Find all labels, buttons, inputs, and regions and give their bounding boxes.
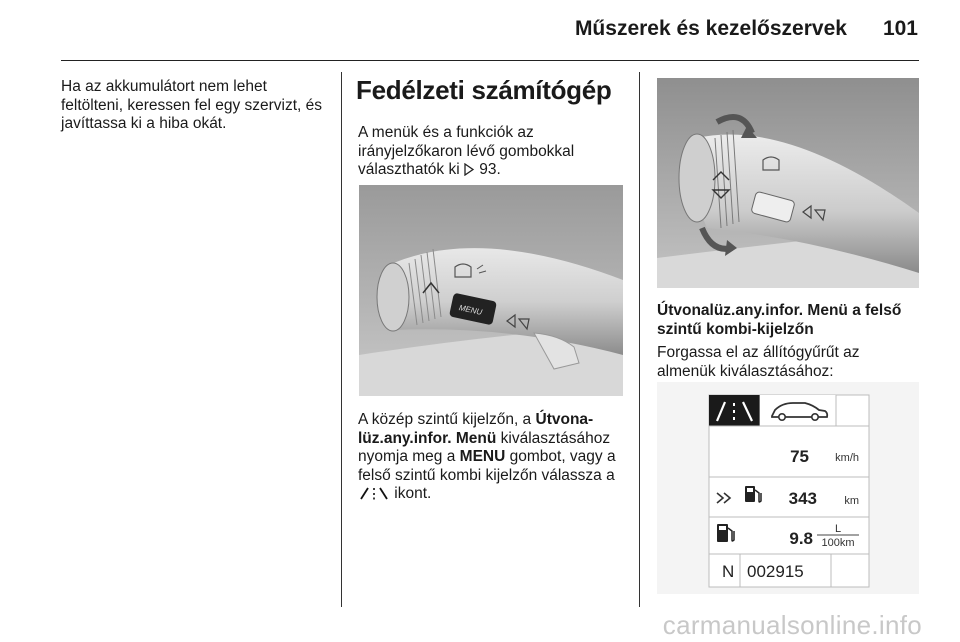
- consumption-unit-top: L: [834, 523, 842, 535]
- section-title: Fedélzeti számítógép: [356, 75, 612, 105]
- intro-text: A menük és a funkciók az irányjelzőkaron lévő gombokkal választhatók ki: [358, 124, 575, 178]
- column-divider-2: [639, 72, 640, 607]
- page-number: 101: [882, 17, 918, 40]
- odometer-prefix: N: [722, 562, 735, 581]
- speed-value: 75: [790, 447, 809, 466]
- battery-paragraph: Ha az akkumulátort nem lehet feltölteni, keressen fel egy szervizt, és javíttassa ki a hiba okát.: [61, 78, 323, 132]
- rotate-instruction: Forgassa el az állítógyűrűt az almenük kiválasztásához:: [657, 344, 860, 380]
- column-divider-1: [341, 72, 342, 607]
- odometer-value: 002915: [747, 562, 804, 581]
- consumption-value: 9.8: [789, 529, 813, 548]
- page-reference-link[interactable]: 93.: [479, 161, 501, 178]
- watermark: carmanualsonline.info: [662, 610, 922, 640]
- consumption-unit-bottom: 100km: [821, 537, 855, 549]
- display-figure: [657, 382, 919, 594]
- stalk-menu-figure: [359, 185, 623, 396]
- menu-button-bold: MENU: [459, 448, 506, 465]
- intro-paragraph: [358, 124, 623, 180]
- range-value: 343: [788, 489, 817, 508]
- menu-instruction-paragraph: A közép szintű kijelzőn, a Útvonalüz.any.infor. Menü kiválasztásához nyomja meg a MENU gombot, vagy a felső szintű kombi kijelzőn válassza a ikont.: [358, 411, 616, 502]
- figure-heading: Útvonalüz.any.infor. Menü a felső szintű kombi-kijelzőn: [657, 302, 902, 338]
- page-reference-arrow-icon: [464, 161, 475, 178]
- chapter-title: Műszerek és kezelőszervek: [574, 17, 847, 40]
- speed-unit: km/h: [835, 452, 859, 464]
- road-trip-icon: [358, 485, 390, 502]
- adjuster-ring-figure: [657, 78, 919, 288]
- range-unit: km: [844, 495, 859, 507]
- header-divider: [61, 60, 919, 61]
- page-header: [575, 17, 918, 41]
- menu-name-bold: Útvonalüz.any.infor. Menü: [358, 411, 594, 447]
- menu-button-label: MENU: [458, 303, 483, 317]
